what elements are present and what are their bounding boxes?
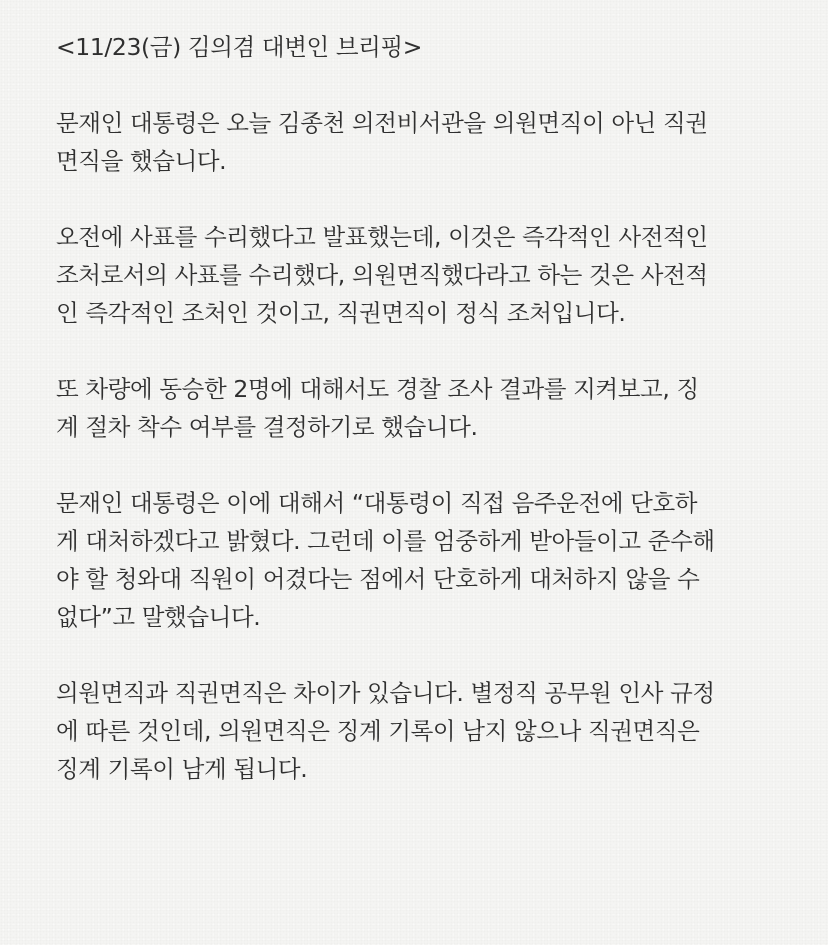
text-line: 면직을 했습니다. (56, 147, 227, 175)
text-line: 에 따른 것인데, 의원면직은 징계 기록이 남지 않으나 직권면직은 (56, 717, 700, 745)
text-line: 계 절차 착수 여부를 결정하기로 했습니다. (56, 413, 478, 441)
note-title: <11/23(금) 김의겸 대변인 브리핑> (56, 33, 423, 61)
text-line: 징계 기록이 남게 됩니다. (56, 755, 308, 783)
text-line: 없다”고 말했습니다. (56, 603, 261, 631)
text-line: 게 대처하겠다고 밝혔다. 그런데 이를 엄중하게 받아들이고 준수해 (56, 527, 715, 555)
paragraph-5 (56, 674, 786, 788)
paragraph-4 (56, 484, 786, 636)
paragraph-3 (56, 370, 786, 446)
text-line: 문재인 대통령은 이에 대해서 “대통령이 직접 음주운전에 단호하 (56, 489, 698, 517)
note-body (56, 28, 786, 826)
text-line: 의원면직과 직권면직은 차이가 있습니다. 별정직 공무원 인사 규정 (56, 679, 715, 707)
paragraph-2 (56, 218, 786, 332)
text-line: 조처로서의 사표를 수리했다, 의원면직했다라고 하는 것은 사전적 (56, 261, 708, 289)
text-line: 문재인 대통령은 오늘 김종천 의전비서관을 의원면직이 아닌 직권 (56, 109, 708, 137)
text-line: 또 차량에 동승한 2명에 대해서도 경찰 조사 결과를 지켜보고, 징 (56, 375, 699, 403)
paragraph-1 (56, 104, 786, 180)
text-line: 오전에 사표를 수리했다고 발표했는데, 이것은 즉각적인 사전적인 (56, 223, 708, 251)
text-line: 야 할 청와대 직원이 어겼다는 점에서 단호하게 대처하지 않을 수 (56, 565, 700, 593)
text-line: 인 즉각적인 조처인 것이고, 직권면직이 정식 조처입니다. (56, 299, 626, 327)
